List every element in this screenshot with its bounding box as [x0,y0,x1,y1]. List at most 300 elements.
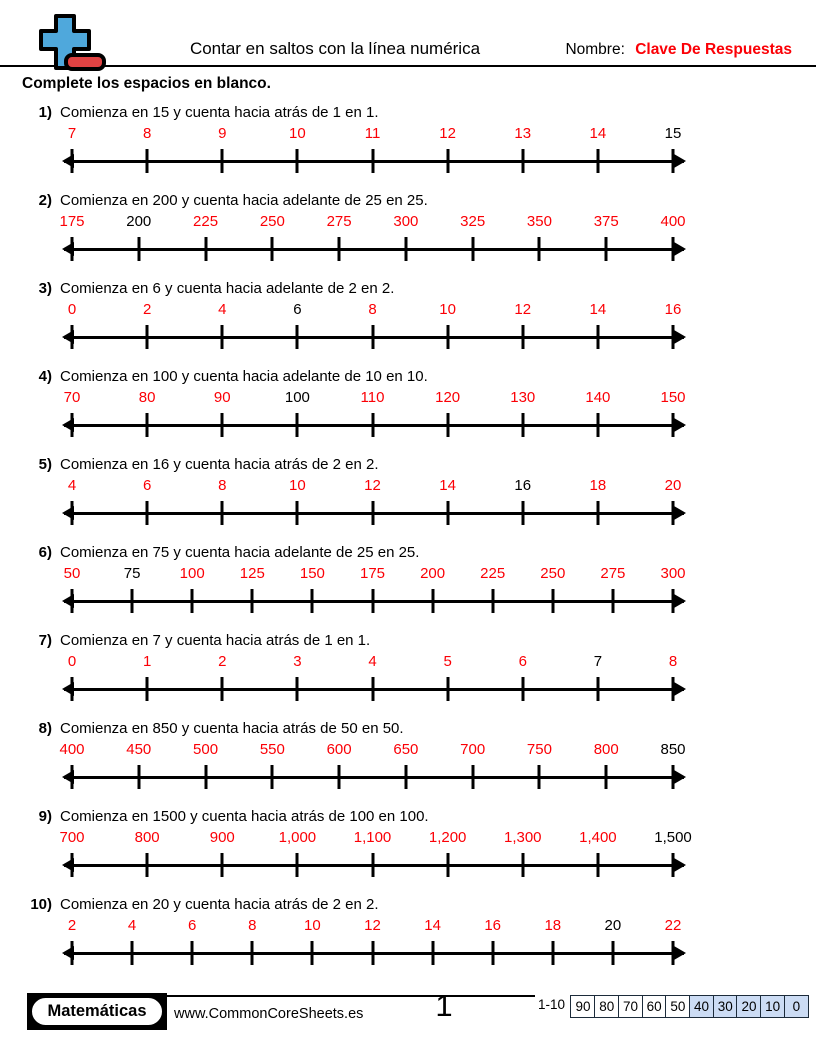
answer-number: 16 [664,301,682,318]
answer-number: 10 [439,301,456,318]
answer-number: 3 [293,653,302,670]
tick-mark [371,149,374,173]
problem-instruction: Comienza en 100 y cuenta hacia adelante de 10 en 10. [60,368,428,385]
number-labels [67,125,682,143]
tick-marks [72,941,673,965]
problem-number: 6) [38,544,52,561]
tick-mark [251,589,254,613]
tick-mark [338,237,341,261]
problem [0,632,816,702]
tick-mark [521,501,524,525]
answer-number: 225 [480,565,506,582]
answer-number: 375 [593,213,619,230]
answer-number: 4 [67,477,77,494]
page-title: Contar en saltos con la línea numérica [189,39,481,58]
tick-mark [672,765,675,789]
tick-mark [131,589,134,613]
tick-mark [446,677,449,701]
number-labels [67,477,682,495]
tick-mark [521,853,524,877]
answer-number: 100 [179,565,205,582]
number-labels-row [59,829,692,847]
tick-mark [296,853,299,877]
given-number: 100 [284,389,310,406]
number-labels-row [59,741,686,759]
tick-mark [431,589,434,613]
tick-mark [672,413,675,437]
problem-header [0,368,816,386]
tick-mark [596,853,599,877]
problem [0,192,816,262]
tick-mark [596,413,599,437]
tick-mark [551,589,554,613]
problem-instruction: Comienza en 1500 y cuenta hacia atrás de 100 en 100. [60,808,429,825]
problem-number: 10) [30,896,52,913]
answer-number: 250 [259,213,285,230]
tick-mark [71,853,74,877]
tick-mark [251,941,254,965]
tick-mark [596,677,599,701]
problem-number: 7) [38,632,52,649]
answer-number: 90 [213,389,231,406]
tick-mark [672,149,675,173]
tick-mark [131,941,134,965]
tick-mark [204,237,207,261]
page-number: 1 [435,988,453,1023]
score-cell: 70 [618,995,643,1018]
problem-number: 3) [38,280,52,297]
tick-mark [404,765,407,789]
answer-number: 325 [460,213,486,230]
answer-number: 125 [239,565,265,582]
number-line [62,940,686,966]
answer-number: 1,000 [278,829,317,846]
problem-number: 5) [38,456,52,473]
answer-number: 50 [63,565,81,582]
number-labels-row [59,213,686,231]
answer-number: 0 [67,301,77,318]
tick-marks [72,765,673,789]
tick-mark [71,765,74,789]
tick-mark [137,237,140,261]
tick-mark [146,501,149,525]
right-arrow-icon [674,418,686,432]
tick-marks [72,677,673,701]
answer-number: 110 [360,389,385,406]
score-cell: 90 [570,995,595,1018]
website-url: www.CommonCoreSheets.es [174,1006,364,1022]
problem-header [0,544,816,562]
problem-number: 4) [38,368,52,385]
problem-header [0,720,816,738]
tick-mark [672,853,675,877]
tick-marks [72,149,673,173]
answer-number: 8 [368,301,377,318]
tick-mark [146,853,149,877]
tick-mark [311,941,314,965]
name-label: Nombre: [565,41,625,58]
right-arrow-icon [674,858,686,872]
tick-mark [605,765,608,789]
given-number: 75 [123,565,141,582]
answer-number: 12 [439,125,456,142]
answer-number: 250 [540,565,566,582]
tick-mark [605,237,608,261]
tick-mark [404,237,407,261]
tick-mark [672,237,675,261]
answer-number: 900 [209,829,235,846]
answer-number: 11 [364,125,381,142]
tick-mark [521,325,524,349]
right-arrow-icon [674,154,686,168]
problem-instruction: Comienza en 75 y cuenta hacia adelante de 25 en 25. [60,544,420,561]
tick-mark [446,501,449,525]
right-arrow-icon [674,242,686,256]
page-footer [0,988,816,1036]
tick-mark [371,413,374,437]
problem-header [0,280,816,298]
given-number: 1,500 [654,829,692,846]
given-number: 16 [514,477,532,494]
answer-number: 4 [218,301,227,318]
answer-number: 80 [138,389,156,406]
answer-number: 6 [188,917,197,934]
tick-mark [431,941,434,965]
answer-number: 225 [193,213,219,230]
answer-number: 150 [299,565,325,582]
answer-number: 18 [589,477,607,494]
brand-label: Matemáticas [30,996,164,1027]
answer-number: 600 [326,741,352,758]
number-line [62,148,686,174]
number-labels [59,213,686,231]
score-table [572,995,809,1018]
problem-number: 9) [38,808,52,825]
answer-number: 700 [460,741,486,758]
tick-mark [596,501,599,525]
answer-number: 22 [664,917,682,934]
score-range-label: 1-10 [538,997,566,1012]
answer-number: 8 [668,653,678,670]
tick-mark [446,413,449,437]
answer-number: 150 [660,389,686,406]
score-cell: 80 [594,995,619,1018]
answer-number: 700 [59,829,85,846]
number-line [62,676,686,702]
answer-number: 12 [364,477,381,494]
right-arrow-icon [674,330,686,344]
tick-mark [672,501,675,525]
answer-number: 400 [59,741,85,758]
answer-number: 10 [289,477,306,494]
score-cell: 0 [784,995,809,1018]
right-arrow-icon [674,770,686,784]
answer-number: 14 [439,477,456,494]
tick-mark [191,941,194,965]
given-number: 850 [660,741,686,758]
tick-mark [191,589,194,613]
tick-mark [371,589,374,613]
tick-marks [72,237,673,261]
answer-number: 450 [126,741,152,758]
problem [0,280,816,350]
answer-key-label: Clave De Respuestas [635,41,792,58]
tick-mark [271,237,274,261]
tick-mark [71,941,74,965]
answer-number: 7 [67,125,77,142]
number-line [62,500,686,526]
tick-mark [596,325,599,349]
number-labels-row [62,477,686,495]
score-cell: 10 [760,995,785,1018]
answer-number: 6 [518,653,527,670]
answer-number: 9 [218,125,227,142]
score-cell: 60 [642,995,667,1018]
answer-number: 175 [59,213,85,230]
tick-mark [296,325,299,349]
tick-mark [371,501,374,525]
number-labels-row [62,653,686,671]
answer-number: 10 [304,917,321,934]
tick-mark [446,149,449,173]
problem-header [0,192,816,210]
tick-mark [137,765,140,789]
tick-mark [71,413,74,437]
tick-mark [221,853,224,877]
number-line [62,236,686,262]
problem-number: 2) [38,192,52,209]
given-number: 200 [126,213,152,230]
answer-number: 200 [420,565,446,582]
answer-number: 120 [435,389,461,406]
number-labels-row [62,125,686,143]
answer-number: 16 [484,917,502,934]
answer-number: 2 [142,301,152,318]
problem-instruction: Comienza en 200 y cuenta hacia adelante de 25 en 25. [60,192,428,209]
problems [0,104,816,966]
answer-number: 12 [364,917,381,934]
tick-mark [221,677,224,701]
tick-mark [71,589,74,613]
tick-mark [221,501,224,525]
number-line [62,324,686,350]
tick-mark [446,325,449,349]
tick-mark [146,325,149,349]
tick-mark [71,501,74,525]
answer-number: 14 [424,917,441,934]
answer-number: 12 [514,301,532,318]
tick-mark [221,325,224,349]
problem-header [0,896,816,914]
tick-mark [446,853,449,877]
given-number: 7 [593,653,603,670]
tick-mark [371,853,374,877]
number-labels [67,653,678,671]
number-labels-row [62,389,686,407]
answer-number: 2 [67,917,77,934]
tick-mark [271,765,274,789]
number-labels [59,829,692,847]
worksheet-instruction: Complete los espacios en blanco. [22,75,271,92]
problem-instruction: Comienza en 20 y cuenta hacia atrás de 2 en 2. [60,896,379,913]
tick-marks [72,589,673,613]
problem [0,368,816,438]
tick-mark [371,941,374,965]
answer-number: 400 [660,213,686,230]
tick-mark [371,677,374,701]
right-arrow-icon [674,506,686,520]
right-arrow-icon [674,682,686,696]
answer-number: 13 [514,125,532,142]
answer-number: 1,300 [503,829,542,846]
problem-header [0,632,816,650]
tick-mark [221,149,224,173]
given-number: 20 [604,917,622,934]
tick-mark [146,677,149,701]
number-labels [59,741,686,759]
problem-header [0,104,816,122]
tick-mark [146,149,149,173]
number-line [62,852,686,878]
score-cell: 30 [713,995,738,1018]
tick-mark [538,765,541,789]
tick-marks [72,501,673,525]
tick-mark [521,149,524,173]
tick-mark [672,589,675,613]
answer-number: 275 [326,213,352,230]
problem-instruction: Comienza en 6 y cuenta hacia adelante de 2 en 2. [60,280,395,297]
number-line [62,764,686,790]
tick-mark [611,589,614,613]
tick-mark [71,237,74,261]
answer-number: 6 [142,477,152,494]
answer-number: 8 [142,125,152,142]
number-labels [63,389,686,407]
answer-number: 4 [127,917,137,934]
answer-number: 14 [589,125,607,142]
answer-number: 2 [218,653,227,670]
problem-number: 8) [38,720,52,737]
right-arrow-icon [674,946,686,960]
answer-number: 70 [63,389,81,406]
answer-number: 300 [393,213,419,230]
answer-number: 750 [526,741,552,758]
problem [0,720,816,790]
tick-mark [296,677,299,701]
answer-number: 650 [393,741,419,758]
answer-number: 275 [600,565,626,582]
answer-number: 130 [510,389,536,406]
tick-mark [296,413,299,437]
tick-mark [491,589,494,613]
tick-marks [72,413,673,437]
answer-number: 4 [368,653,377,670]
tick-mark [538,237,541,261]
answer-number: 0 [67,653,77,670]
tick-mark [296,149,299,173]
problem-header [0,456,816,474]
problem [0,456,816,526]
number-labels [63,565,686,583]
tick-mark [471,765,474,789]
tick-mark [672,325,675,349]
answer-number: 1,100 [353,829,392,846]
number-labels-row [62,565,686,583]
tick-mark [71,325,74,349]
answer-number: 1,400 [579,829,617,846]
tick-mark [672,677,675,701]
answer-number: 1,200 [428,829,467,846]
answer-number: 8 [218,477,227,494]
tick-mark [71,677,74,701]
tick-mark [146,413,149,437]
number-line [62,412,686,438]
answer-number: 300 [660,565,686,582]
tick-mark [338,765,341,789]
problem [0,544,816,614]
answer-number: 10 [289,125,306,142]
problem-header [0,808,816,826]
score-cell: 20 [736,995,761,1018]
tick-mark [521,413,524,437]
right-arrow-icon [674,594,686,608]
tick-marks [72,325,673,349]
answer-number: 350 [526,213,552,230]
problem-instruction: Comienza en 7 y cuenta hacia atrás de 1 en 1. [60,632,371,649]
answer-number: 8 [248,917,257,934]
tick-mark [596,149,599,173]
tick-mark [672,941,675,965]
brand-box [27,993,167,1030]
given-number: 15 [664,125,682,142]
tick-mark [311,589,314,613]
tick-mark [521,677,524,701]
number-labels-row [62,301,686,319]
answer-number: 500 [193,741,219,758]
answer-number: 175 [359,565,386,582]
answer-number: 20 [664,477,682,494]
plus-minus-math-logo-icon [28,12,112,68]
given-number: 6 [293,301,302,318]
number-labels [67,917,682,935]
tick-mark [471,237,474,261]
number-labels [67,301,682,319]
tick-mark [371,325,374,349]
number-labels-row [62,917,686,935]
number-line [62,588,686,614]
tick-mark [296,501,299,525]
problem [0,808,816,878]
answer-number: 140 [585,389,611,406]
answer-number: 1 [142,653,152,670]
tick-mark [71,149,74,173]
answer-number: 800 [593,741,619,758]
tick-mark [491,941,494,965]
problem-instruction: Comienza en 15 y cuenta hacia atrás de 1 en 1. [60,104,379,121]
tick-mark [204,765,207,789]
problem [0,104,816,174]
name-area [565,41,792,59]
score-cell: 50 [665,995,690,1018]
tick-marks [72,853,673,877]
answer-number: 800 [134,829,160,846]
problem [0,896,816,966]
score-cell: 40 [689,995,714,1018]
logo-graphic [28,12,112,72]
tick-mark [551,941,554,965]
answer-number: 18 [544,917,562,934]
answer-number: 550 [259,741,285,758]
